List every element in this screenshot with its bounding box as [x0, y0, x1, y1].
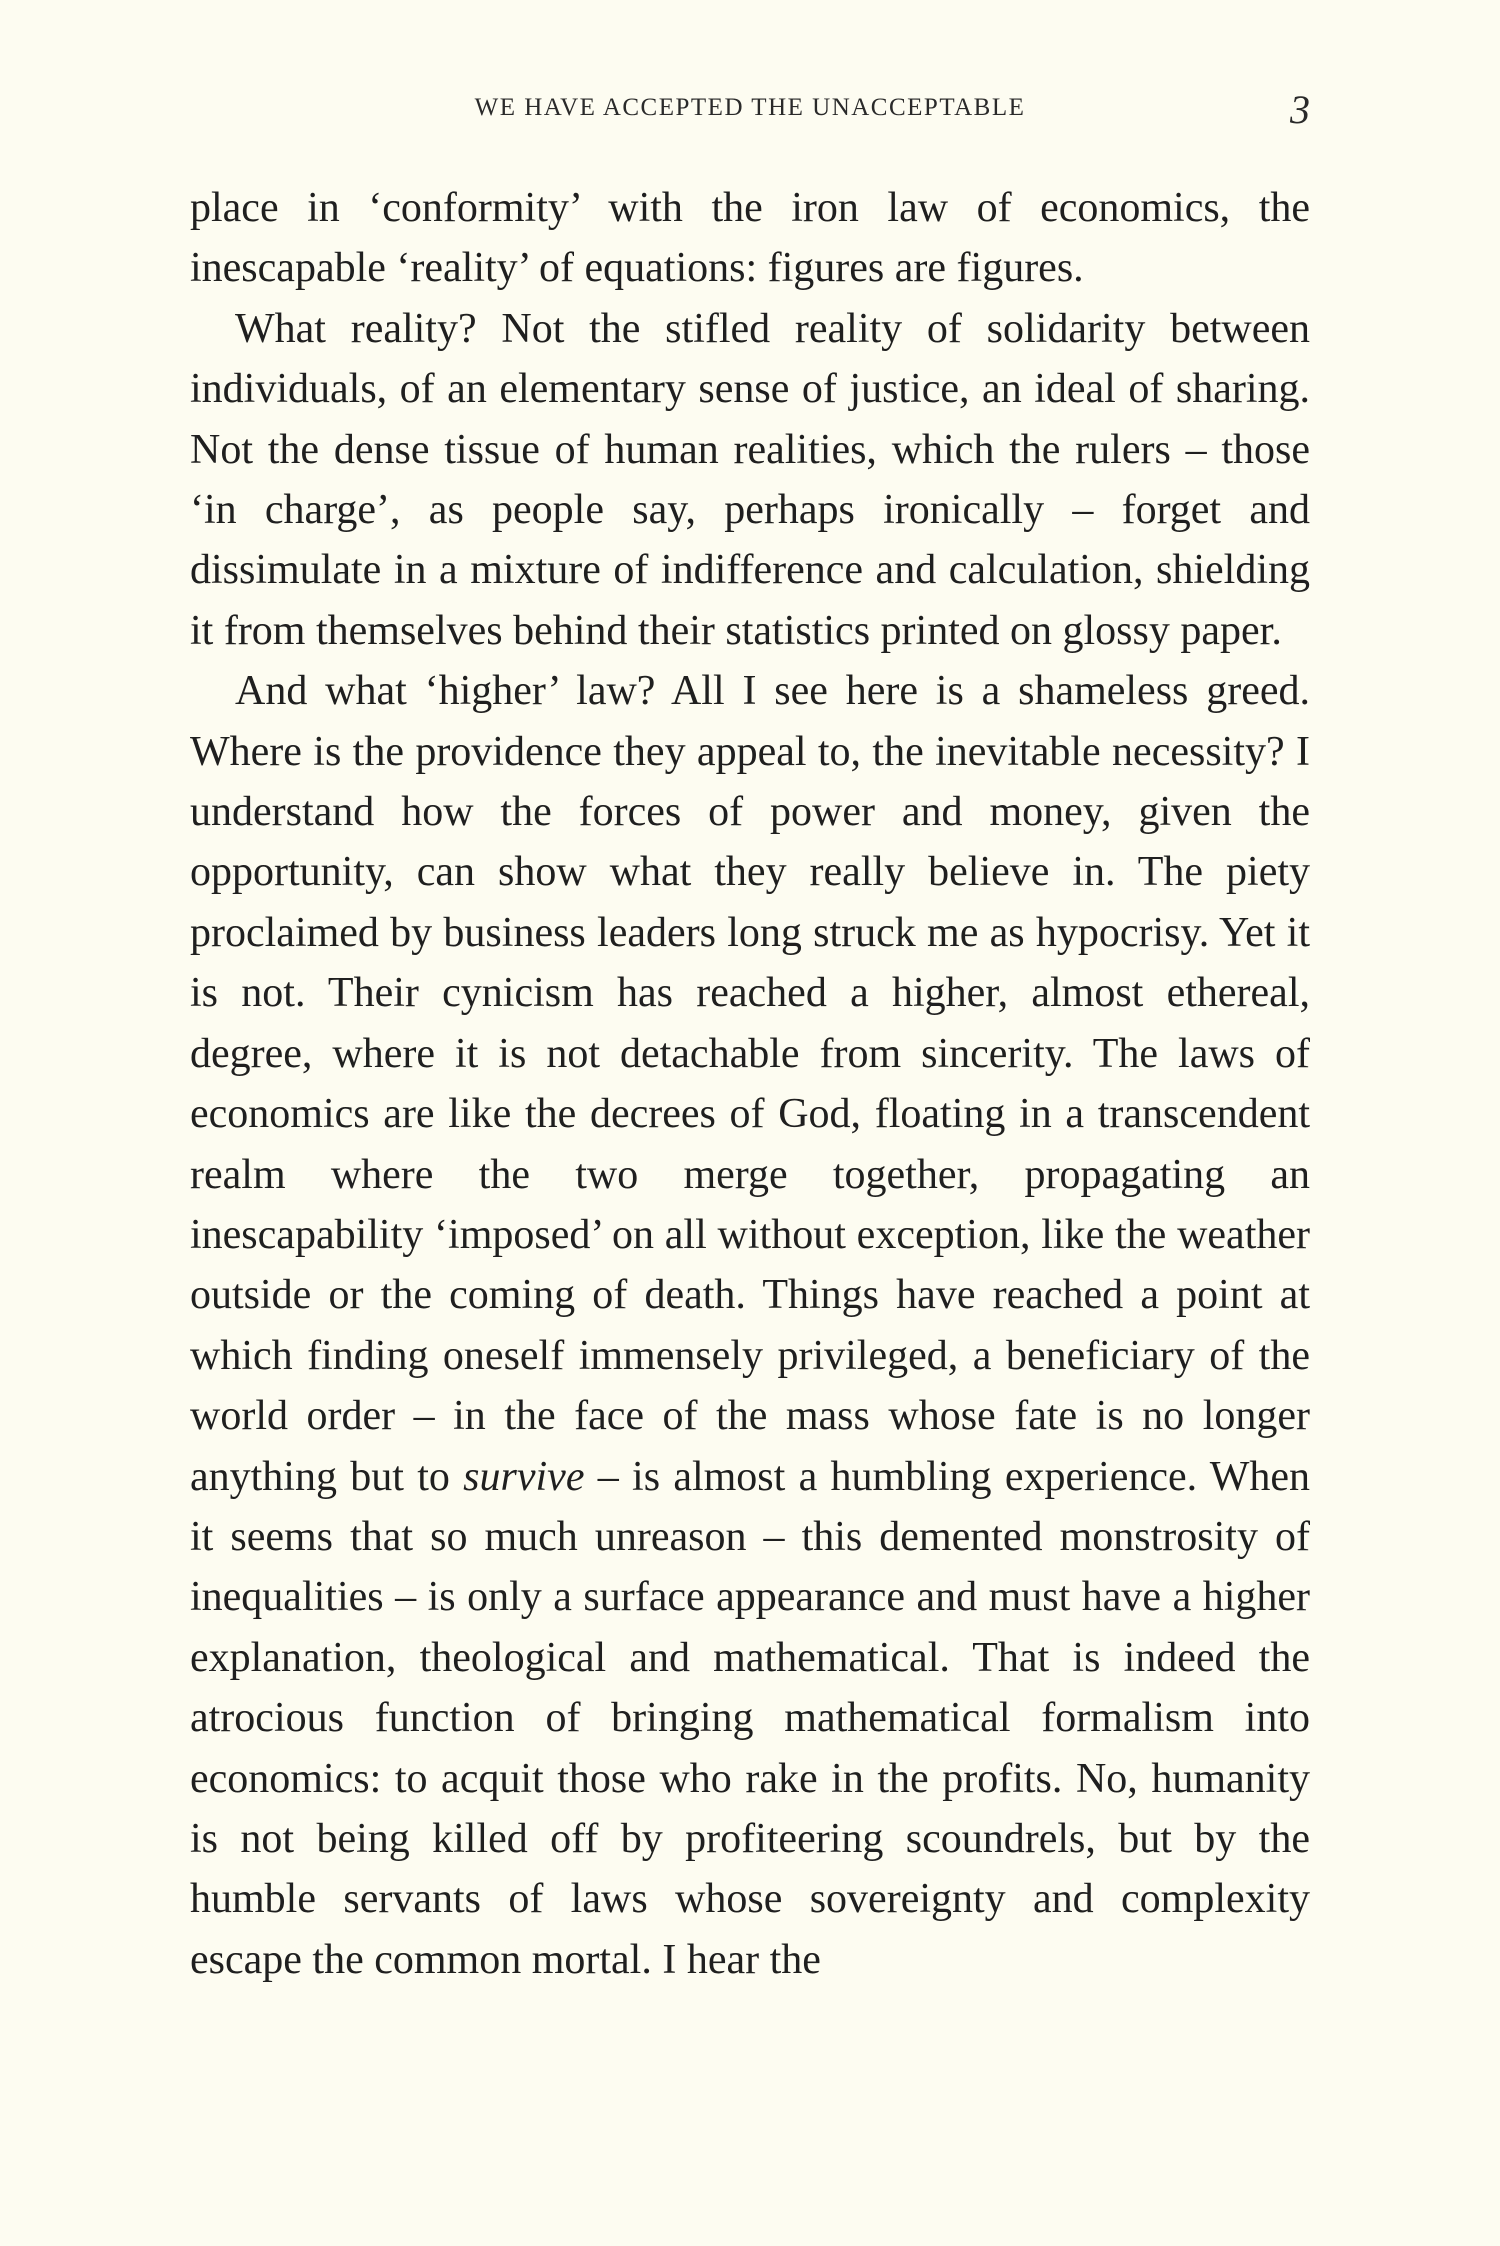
body-text — [190, 178, 1310, 1990]
running-head — [190, 86, 1310, 136]
running-title: WE HAVE ACCEPTED THE UNACCEPTABLE — [474, 94, 1026, 121]
paragraph-2: What reality? Not the stifled reality of solidarity between individuals, of an elementary sense of justice, an ideal of sharing. Not the dense tissue of human realities, which the rulers – those ‘in charge’, as people say, perhaps ironically – forget and dissimulate in a mixture of indifference and calculation, shielding it from themselves behind their statistics printed on glossy paper. — [190, 305, 1310, 654]
paragraph-1: place in ‘conformity’ with the iron law of economics, the inescapable ‘reality’ of equations: figures are figures. — [190, 185, 1310, 292]
paragraph-3-part-2: – is almost a humbling experience. When it seems that so much unreason – this demented monstrosity of inequalities – is only a surface appearance and must have a higher explanation, theological and mathematical. That is indeed the atrocious function of bringing mathematical formalism into economics: to acquit those who rake in the profits. No, humanity is not being killed off by profiteering scoundrels, but by the humble servants of laws whose sovereignty and complexity escape the common mortal. I hear the — [190, 1453, 1310, 1983]
emphasized-word: survive — [463, 1453, 585, 1500]
paragraph-3 — [190, 661, 1310, 1990]
page-number: 3 — [1290, 87, 1310, 132]
paragraph-3-part-1: And what ‘higher’ law? All I see here is a shameless greed. Where is the providence they appeal to, the inevitable necessity? I understand how the forces of power and money, given the opportunity, can show what they really believe in. The piety proclaimed by business leaders long struck me as hypocrisy. Yet it is not. Their cynicism has reached a higher, almost ethereal, degree, where it is not detachable from sincerity. The laws of economics are like the decrees of God, floating in a transcendent realm where the two merge together, propagating an inescapability ‘imposed’ on all without exception, like the weather outside or the coming of death. Things have reached a point at which finding oneself immensely privileged, a beneficiary of the world order – in the face of the mass whose fate is no longer anything but to — [190, 668, 1310, 1500]
